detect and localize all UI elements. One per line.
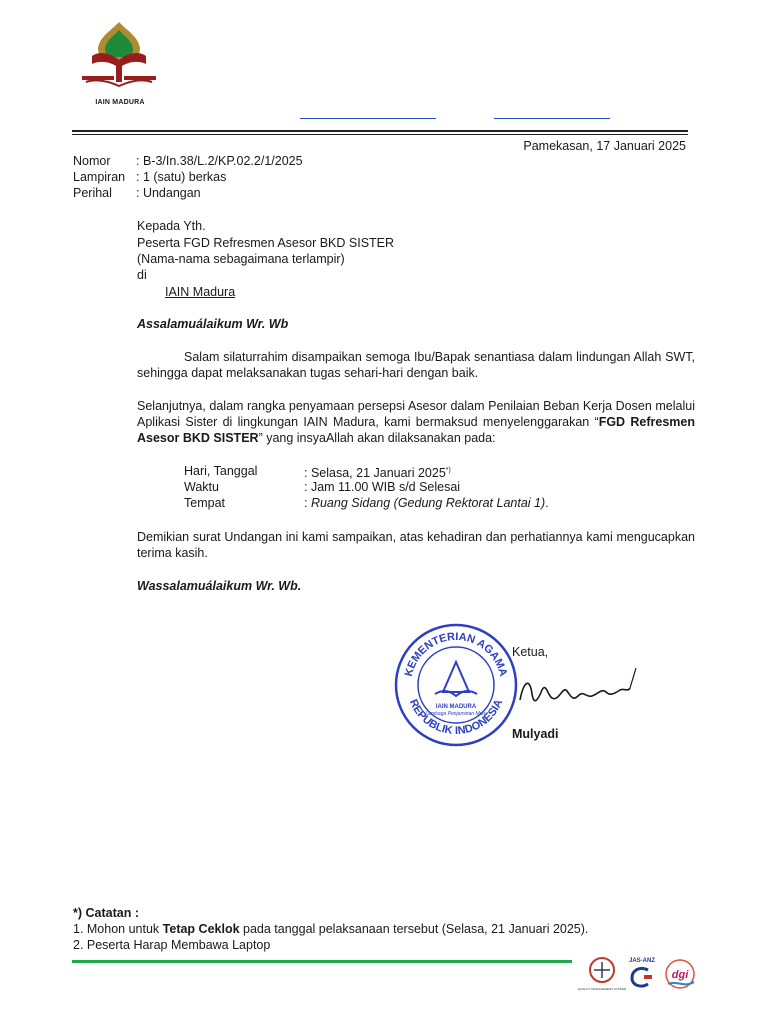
note-1-emphasis: Tetap Ceklok <box>162 922 240 936</box>
stamp-top-text: KEMENTERIAN AGAMA <box>402 630 510 678</box>
lampiran-value: : 1 (satu) berkas <box>136 170 227 184</box>
event-name: FGD Refresmen Asesor BKD SISTER <box>137 415 695 445</box>
stamp-sub-text: Lembaga Penjaminan Mutu <box>425 711 487 717</box>
recipient-line-3: (Nama-nama sebagaimana terlampir) <box>137 252 345 266</box>
header-rule <box>72 130 688 132</box>
closing-paragraph: Demikian surat Undangan ini kami sampaikan, atas kehadiran dan perhatiannya kami mengucapkan terima kasih. <box>137 530 695 560</box>
header-link-website[interactable] <box>300 104 436 119</box>
event-day-text: : Selasa, 21 Januari 2025 <box>304 466 446 481</box>
signatory-name: Mulyadi <box>512 727 559 741</box>
closing-greeting: Wassalamuálaikum Wr. Wb. <box>137 579 302 593</box>
opening-greeting: Assalamuálaikum Wr. Wb <box>137 317 289 331</box>
footer-rule <box>72 960 572 963</box>
event-day-label: Hari, Tanggal <box>184 464 258 478</box>
paragraph-2-text: Selanjutnya, dalam rangka penyamaan persepsi Asesor dalam Penilaian Beban Kerja Dosen melalui Aplikasi Sister di lingkungan IAIN Madura, kami bermaksud menyelenggarakan “ <box>137 399 695 429</box>
paragraph-2-tail: ” yang insyaAllah akan dilaksanakan pada: <box>258 431 496 445</box>
handwritten-signature <box>512 660 652 724</box>
nomor-label: Nomor <box>73 154 111 168</box>
cert-2-text: JAS-ANZ <box>628 958 656 964</box>
paragraph-2 <box>137 398 695 446</box>
notes-title: *) Catatan : <box>73 906 139 920</box>
event-place-label: Tempat <box>184 496 225 510</box>
recipient-line-2: Peserta FGD Refresmen Asesor BKD SISTER <box>137 236 395 250</box>
nomor-value: : B-3/In.38/L.2/KP.02.2/1/2025 <box>136 154 303 168</box>
quality-certification-logo <box>577 954 627 994</box>
event-place-prefix: : <box>304 496 311 510</box>
header-link-email[interactable] <box>494 104 610 119</box>
stamp-bottom-text: REPUBLIK INDONESIA <box>406 697 506 738</box>
paragraph-1: Salam silaturrahim disampaikan semoga Ibu/Bapak senantiasa dalam lindungan Allah SWT, sehingga dapat melaksanakan tugas sehari-hari dengan baik. <box>137 350 695 380</box>
lampiran-label: Lampiran <box>73 170 126 184</box>
event-place-text: Ruang Sidang (Gedung Rektorat Lantai 1) <box>310 496 546 510</box>
event-place-suffix: . <box>545 496 549 510</box>
note-1-suffix: pada tanggal pelaksanaan tersebut (Selasa, 21 Januari 2025). <box>239 922 589 936</box>
perihal-label: Perihal <box>73 186 112 200</box>
cert-3-text: dgi <box>671 969 689 981</box>
event-time-value: : Jam 11.00 WIB s/d Selesai <box>304 480 461 494</box>
event-time-label: Waktu <box>184 480 219 494</box>
jas-anz-logo <box>624 954 660 994</box>
official-stamp <box>393 622 519 748</box>
dgi-logo <box>662 954 698 994</box>
signatory-role: Ketua, <box>512 645 549 659</box>
perihal-value: : Undangan <box>136 186 201 200</box>
recipient-line-1: Kepada Yth. <box>137 219 206 233</box>
stamp-mid-text: IAIN MADURA <box>435 704 477 710</box>
logo-text: IAIN MADURA <box>95 99 145 106</box>
recipient-line-4: di <box>137 268 147 282</box>
recipient-place: IAIN Madura <box>165 285 236 299</box>
cert-1-text: QUALITY MANAGEMENT SYSTEM <box>577 987 627 991</box>
note-1-prefix: 1. Mohon untuk <box>73 922 163 936</box>
event-place-value <box>304 495 549 511</box>
header-rule-thin <box>72 134 688 135</box>
letter-date: Pamekasan, 17 Januari 2025 <box>523 139 686 153</box>
note-1 <box>73 921 588 937</box>
event-day-note: *) <box>445 467 451 474</box>
note-2: 2. Peserta Harap Membawa Laptop <box>73 938 271 952</box>
